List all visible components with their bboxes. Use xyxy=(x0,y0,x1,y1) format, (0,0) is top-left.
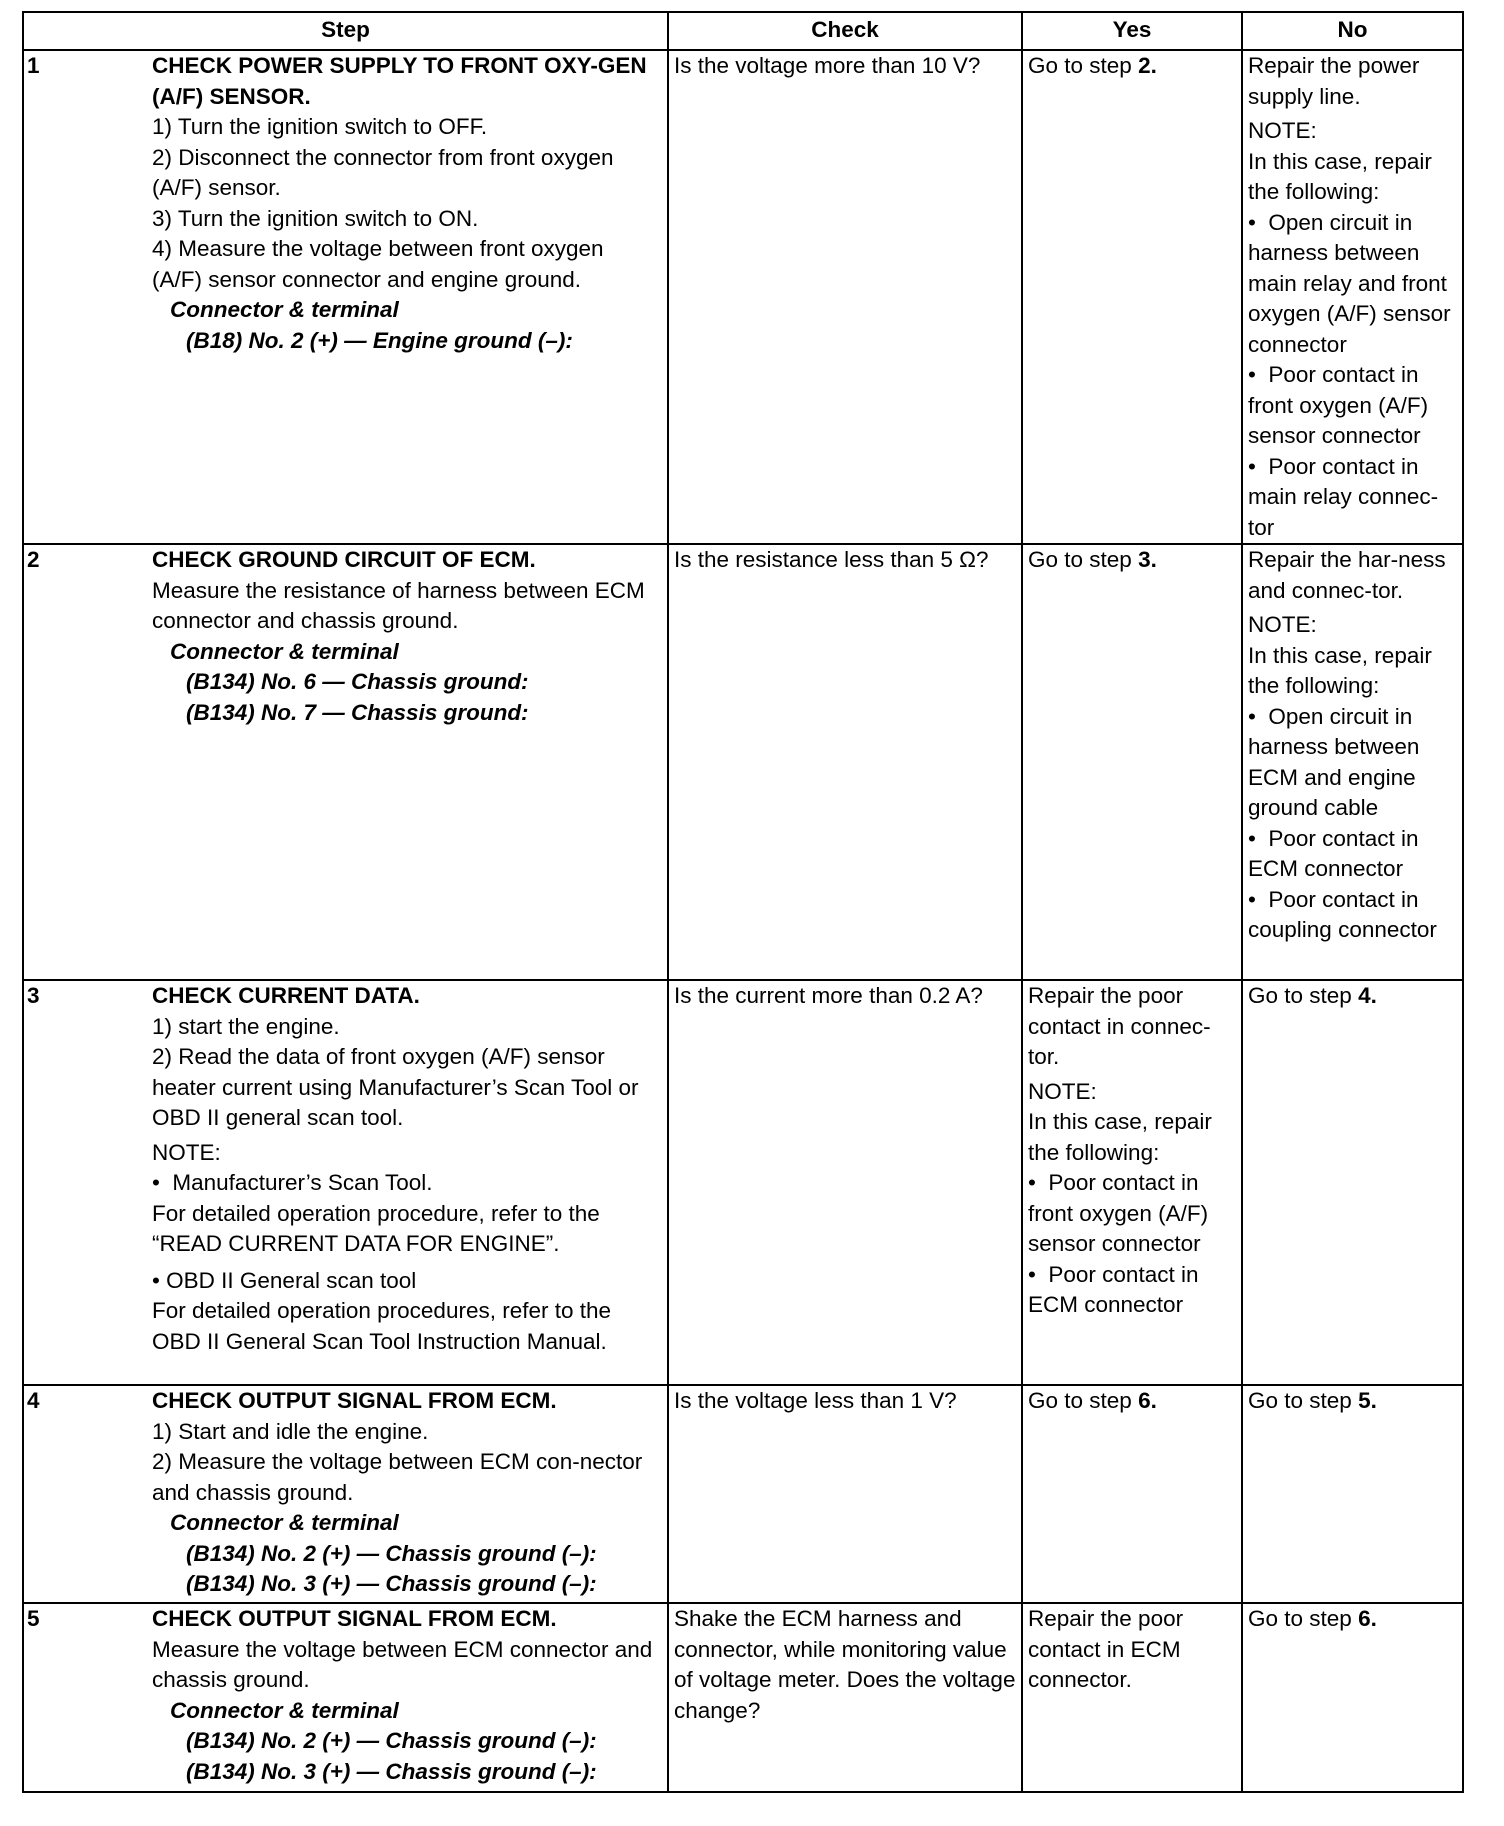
step-cell xyxy=(23,544,668,980)
yes-step-ref: 3 xyxy=(1138,547,1151,572)
no-cell xyxy=(1242,1603,1463,1792)
note-bullet: • Poor contact in ECM connector xyxy=(1248,825,1419,881)
note-bullet: • Poor contact in front oxygen (A/F) sensor connector xyxy=(1028,1170,1209,1256)
terminal-spec: (B134) No. 2 (+) — Chassis ground (–): xyxy=(186,1728,597,1753)
check-cell xyxy=(668,544,1022,980)
note-detail: For detailed operation procedures, refer to the OBD II General Scan Tool Instruction Manual. xyxy=(152,1298,612,1354)
yes-text: Repair the poor contact in ECM connector. xyxy=(1028,1606,1184,1692)
check-text: Is the resistance less than 5 Ω? xyxy=(674,547,989,572)
note-intro: In this case, repair the following: xyxy=(1248,642,1432,698)
yes-text: Go to step xyxy=(1028,53,1139,78)
step-line: Measure the voltage between ECM connector and chassis ground. xyxy=(152,1636,653,1692)
bullet-text: Poor contact in main relay connec-tor xyxy=(1248,453,1439,540)
bullet-text: Poor contact in ECM connector xyxy=(1028,1261,1199,1317)
yes-cell xyxy=(1022,980,1242,1385)
check-cell xyxy=(668,980,1022,1385)
header-check: Check xyxy=(668,12,1022,50)
bullet-text: Poor contact in ECM connector xyxy=(1248,825,1419,881)
note-label: NOTE: xyxy=(1248,612,1317,637)
step-cell xyxy=(23,50,668,544)
step-title: CHECK OUTPUT SIGNAL FROM ECM. xyxy=(152,1388,557,1413)
check-cell xyxy=(668,1603,1022,1792)
step-number: 1 xyxy=(27,53,40,78)
bullet-text: Open circuit in harness between ECM and engine ground cable xyxy=(1248,703,1420,820)
terminal-spec: (B134) No. 3 (+) — Chassis ground (–): xyxy=(186,1571,597,1596)
yes-text: Go to step xyxy=(1028,1388,1139,1413)
table-row xyxy=(23,980,1463,1385)
step-cell xyxy=(23,1603,668,1792)
step-title: CHECK CURRENT DATA. xyxy=(152,983,420,1008)
terminal-spec: (B134) No. 7 — Chassis ground: xyxy=(186,699,529,725)
step-title: CHECK GROUND CIRCUIT OF ECM. xyxy=(152,547,536,572)
yes-text: Repair the poor contact in connec-tor. xyxy=(1028,983,1211,1069)
yes-step-ref: 6 xyxy=(1138,1388,1151,1413)
step-line: 3) Turn the ignition switch to ON. xyxy=(152,205,479,231)
no-cell xyxy=(1242,544,1463,980)
bullet-text: Open circuit in harness between main relay and front oxygen (A/F) sensor connector xyxy=(1248,209,1451,357)
step-line: 1) Start and idle the engine. xyxy=(152,1418,429,1444)
table-row xyxy=(23,1385,1463,1603)
table-row xyxy=(23,1603,1463,1792)
note-bullet: • Manufacturer’s Scan Tool. xyxy=(152,1170,433,1195)
step-line: 2) Disconnect the connector from front oxygen (A/F) sensor. xyxy=(152,144,614,200)
note-bullet: • Open circuit in harness between main relay and front oxygen (A/F) sensor connector xyxy=(1248,209,1451,357)
note-bullet: • OBD II General scan tool xyxy=(152,1267,417,1293)
no-suffix: . xyxy=(1370,1606,1377,1631)
no-text: Repair the power supply line. xyxy=(1248,53,1420,109)
bullet-text: Poor contact in front oxygen (A/F) sensor connector xyxy=(1248,362,1429,448)
header-row xyxy=(23,12,1463,50)
check-text: Is the voltage less than 1 V? xyxy=(674,1388,957,1413)
terminal-spec: (B134) No. 3 (+) — Chassis ground (–): xyxy=(186,1758,597,1784)
terminal-spec: (B134) No. 2 (+) — Chassis ground (–): xyxy=(186,1540,597,1566)
check-text: Is the current more than 0.2 A? xyxy=(674,983,983,1008)
check-cell xyxy=(668,1385,1022,1603)
no-step-ref: 6 xyxy=(1358,1606,1371,1631)
yes-text: Go to step xyxy=(1028,547,1139,572)
note-detail: For detailed operation procedure, refer to the “READ CURRENT DATA FOR ENGINE”. xyxy=(152,1200,600,1256)
bullet-text: OBD II General scan tool xyxy=(166,1267,417,1293)
note-bullet: • Poor contact in front oxygen (A/F) sensor connector xyxy=(1248,362,1429,448)
note-label: NOTE: xyxy=(1028,1078,1097,1104)
connector-label: Connector & terminal xyxy=(170,1697,399,1723)
note-bullet: • Poor contact in main relay connec-tor xyxy=(1248,453,1439,540)
note-bullet: • Open circuit in harness between ECM and engine ground cable xyxy=(1248,703,1420,820)
step-title: CHECK POWER SUPPLY TO FRONT OXY-GEN (A/F) SENSOR. xyxy=(152,53,647,109)
no-step-ref: 4 xyxy=(1358,983,1371,1008)
step-number: 5 xyxy=(27,1606,40,1631)
terminal-spec: (B18) No. 2 (+) — Engine ground (–): xyxy=(186,327,573,353)
connector-label: Connector & terminal xyxy=(170,1510,399,1535)
note-bullet: • Poor contact in coupling connector xyxy=(1248,886,1437,942)
header-yes: Yes xyxy=(1022,12,1242,50)
yes-cell xyxy=(1022,1385,1242,1603)
check-text: Shake the ECM harness and connector, while monitoring value of voltage meter. Does the voltage change? xyxy=(674,1606,1016,1723)
note-label: NOTE: xyxy=(152,1139,221,1165)
yes-cell xyxy=(1022,50,1242,544)
no-cell xyxy=(1242,980,1463,1385)
connector-label: Connector & terminal xyxy=(170,638,399,664)
table-row xyxy=(23,544,1463,980)
diagnostic-table xyxy=(22,11,1464,1793)
bullet-text: Poor contact in front oxygen (A/F) sensor connector xyxy=(1028,1170,1209,1256)
step-title: CHECK OUTPUT SIGNAL FROM ECM. xyxy=(152,1606,557,1631)
note-intro: In this case, repair the following: xyxy=(1248,148,1432,204)
no-cell xyxy=(1242,1385,1463,1603)
check-text: Is the voltage more than 10 V? xyxy=(674,53,981,78)
no-text: Go to step xyxy=(1248,1606,1359,1631)
check-cell xyxy=(668,50,1022,544)
yes-suffix: . xyxy=(1150,1388,1157,1413)
step-line: 2) Measure the voltage between ECM con-nector and chassis ground. xyxy=(152,1449,643,1505)
note-label: NOTE: xyxy=(1248,118,1317,143)
no-text: Go to step xyxy=(1248,983,1359,1008)
yes-suffix: . xyxy=(1150,53,1157,78)
no-text: Repair the har-ness and connec-tor. xyxy=(1248,547,1446,603)
header-no: No xyxy=(1242,12,1463,50)
step-cell xyxy=(23,1385,668,1603)
no-suffix: . xyxy=(1370,1388,1377,1413)
connector-label: Connector & terminal xyxy=(170,297,399,322)
step-line: 4) Measure the voltage between front oxygen (A/F) sensor connector and engine ground. xyxy=(152,236,604,292)
table-row xyxy=(23,50,1463,544)
no-cell xyxy=(1242,50,1463,544)
yes-step-ref: 2 xyxy=(1138,53,1151,78)
header-step: Step xyxy=(23,12,668,50)
note-bullet: • Poor contact in ECM connector xyxy=(1028,1261,1199,1317)
note-intro: In this case, repair the following: xyxy=(1028,1109,1212,1165)
step-line: 1) start the engine. xyxy=(152,1013,340,1039)
no-text: Go to step xyxy=(1248,1388,1359,1413)
no-suffix: . xyxy=(1370,983,1377,1008)
yes-cell xyxy=(1022,544,1242,980)
step-number: 2 xyxy=(27,547,40,572)
step-number: 4 xyxy=(27,1388,40,1413)
step-line: 1) Turn the ignition switch to OFF. xyxy=(152,114,488,139)
step-cell xyxy=(23,980,668,1385)
step-number: 3 xyxy=(27,983,40,1008)
step-line: 2) Read the data of front oxygen (A/F) sensor heater current using Manufacturer’s Scan Tool or OBD II general scan tool. xyxy=(152,1044,639,1130)
bullet-text: Manufacturer’s Scan Tool. xyxy=(172,1170,433,1195)
no-step-ref: 5 xyxy=(1358,1388,1371,1413)
yes-cell xyxy=(1022,1603,1242,1792)
yes-suffix: . xyxy=(1150,547,1157,572)
bullet-text: Poor contact in coupling connector xyxy=(1248,886,1437,942)
step-line: Measure the resistance of harness between ECM connector and chassis ground. xyxy=(152,577,645,633)
terminal-spec: (B134) No. 6 — Chassis ground: xyxy=(186,669,529,694)
